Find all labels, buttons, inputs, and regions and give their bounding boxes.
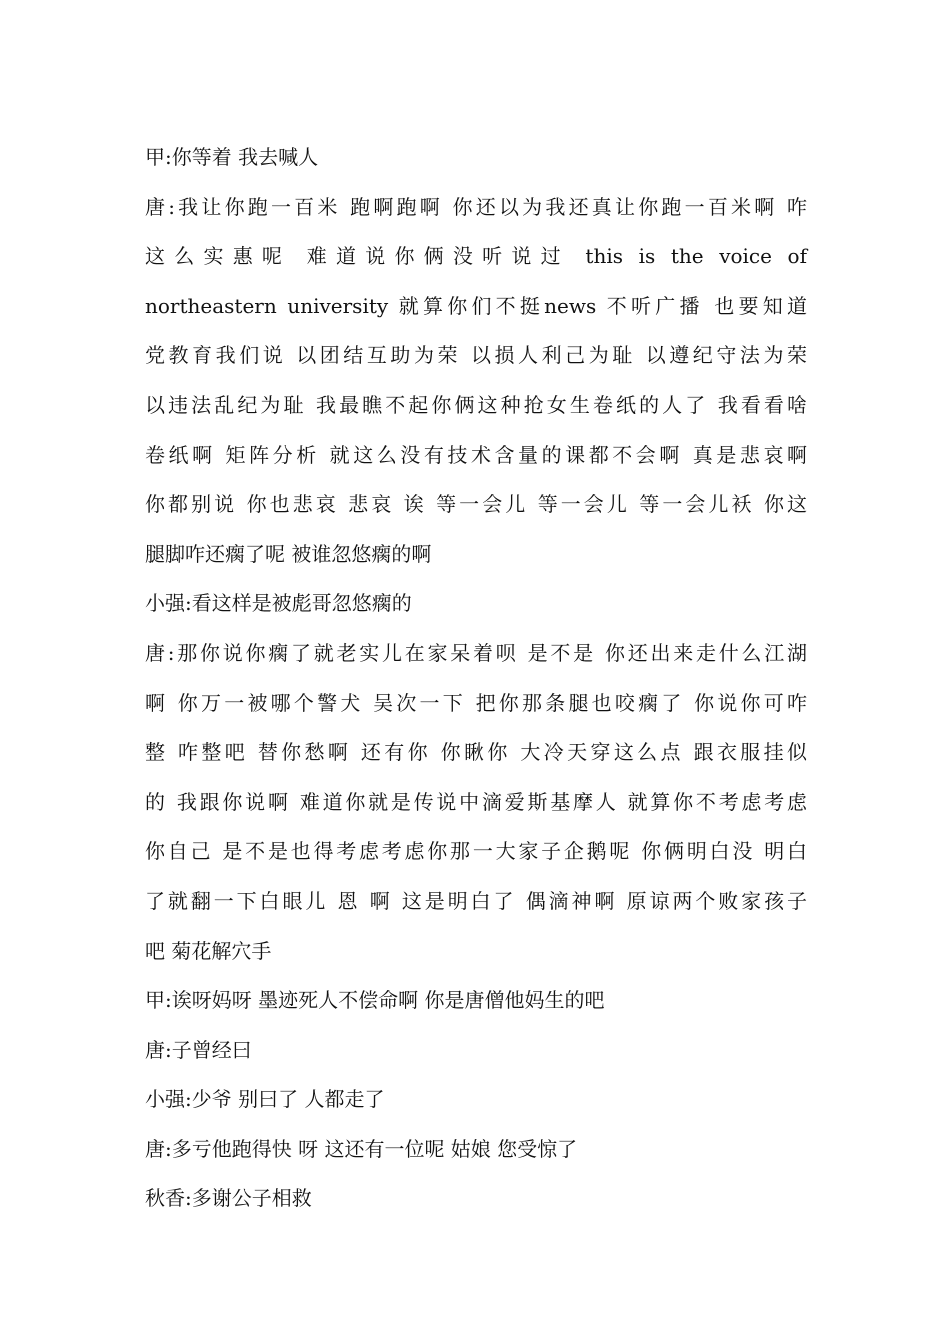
- text-line: 了就翻一下白眼儿 恩 啊 这是明白了 偶滴神啊 原谅两个败家孩子: [145, 888, 807, 913]
- text-line: 唐:我让你跑一百米 跑啊跑啊 你还以为我还真让你跑一百米啊 咋: [145, 194, 807, 219]
- text-line: 小强:看这样是被彪哥忽悠瘸的: [145, 591, 412, 616]
- text-line: 腿脚咋还瘸了呢 被谁忽悠瘸的啊: [145, 541, 432, 566]
- text-line: northeastern university 就算你们不挺news 不听广播 也要知道: [145, 293, 807, 318]
- text-line: 唐:多亏他跑得快 呀 这还有一位呢 姑娘 您受惊了: [145, 1136, 578, 1161]
- text-line: 吧 菊花解穴手: [145, 938, 272, 963]
- text-line: 以违法乱纪为耻 我最瞧不起你俩这种抢女生卷纸的人了 我看看啥: [145, 392, 807, 417]
- text-line: 甲:诶呀妈呀 墨迹死人不偿命啊 你是唐僧他妈生的吧: [145, 988, 605, 1013]
- text-line: 唐:那你说你瘸了就老实儿在家呆着呗 是不是 你还出来走什么江湖: [145, 640, 807, 665]
- text-line: 你自己 是不是也得考虑考虑你那一大家子企鹅呢 你俩明白没 明白: [145, 839, 807, 864]
- text-line: 甲:你等着 我去喊人: [145, 145, 319, 169]
- text-line: 啊 你万一被哪个警犬 吴次一下 把你那条腿也咬瘸了 你说你可咋: [145, 690, 807, 715]
- document-page: [145, 133, 807, 1224]
- text-line: 唐:子曾经曰: [145, 1037, 252, 1062]
- text-line: 你都别说 你也悲哀 悲哀 诶 等一会儿 等一会儿 等一会儿袄 你这: [145, 492, 807, 517]
- text-line: 党教育我们说 以团结互助为荣 以损人利己为耻 以遵纪守法为荣: [145, 343, 807, 368]
- text-line: 整 咋整吧 替你愁啊 还有你 你瞅你 大冷天穿这么点 跟衣服挂似: [145, 740, 807, 765]
- text-line: 卷纸啊 矩阵分析 就这么没有技术含量的课都不会啊 真是悲哀啊: [145, 442, 807, 467]
- text-line: 小强:少爷 别曰了 人都走了: [145, 1087, 385, 1112]
- text-line: 秋香:多谢公子相救: [145, 1186, 312, 1211]
- text-line: 的 我跟你说啊 难道你就是传说中滴爱斯基摩人 就算你不考虑考虑: [145, 789, 807, 814]
- text-line: 这么实惠呢 难道说你俩没听说过 this is the voice of: [145, 244, 807, 269]
